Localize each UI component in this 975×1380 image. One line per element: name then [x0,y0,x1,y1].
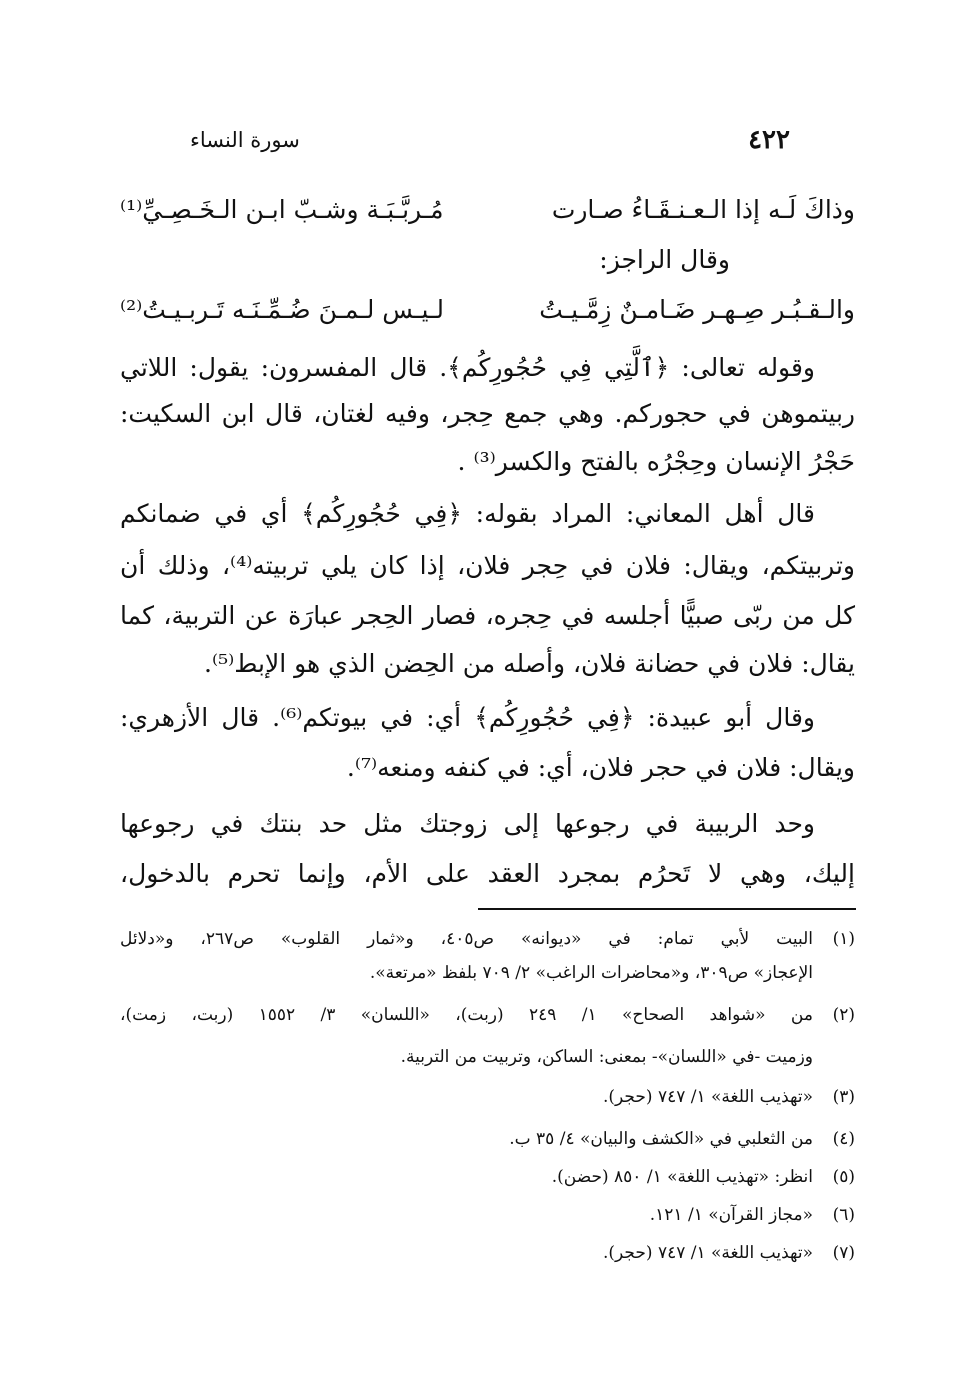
footnote-number: (٢) [832,1005,855,1025]
poetry-verse-1 [120,182,855,238]
footnote-text: من «شواهد الصحاح» ١/ ٢٤٩ (ربت)، «اللسان» ٣/ ١٥٥٢ (ربت، زمت)، [120,1005,813,1025]
body-line: إليك، وهي لا تَحرُم بمجرد العقد على الأم، وإنما تحرم بالدخول، [120,859,855,888]
body-line [120,796,855,852]
footnote-text: «تهذيب اللغة» ١/ ٧٤٧ (حجر). [603,1243,813,1263]
footnote-text: «مجاز القرآن» ١/ ١٢١. [649,1205,813,1225]
footnote-number: (٤) [832,1129,855,1149]
body-line: ويقال: فلان في حجر فلان، أي: في كنفه ومنعه⁽⁷⁾. [346,753,855,782]
verse-2-first-hemistich: والـقـبُـر صِـهـر ضَـامـنٌ زِمَّـيـتُ [539,295,855,324]
verse-1-first-hemistich: وذاكَ لَـه إذا الـعـنـقَـاءُ صـارت [551,195,855,224]
footnote-text: الإعجاز» ص٣٠٩، و«محاضرات الراغب» ٢/ ٧٠٩ بلفظ «مرتعة». [369,963,813,983]
body-line: ربيتموهن في حجوركم. وهي جمع حِجر، وفيه لغتان، قال ابن السكيت: [120,399,855,428]
footnote-text: البيت لأبي تمام: في «ديوانه» ص٤٠٥، و«ثمار القلوب» ص٢٦٧، و«دلائل [120,929,813,949]
footnote-text: «تهذيب اللغة» ١/ ٧٤٧ (حجر). [603,1087,813,1107]
footnote-text: وزميت -في «اللسان»- بمعنى: الساكن، وتربيت من التربية. [400,1047,813,1067]
body-line: يقال: فلان في حضانة فلان، وأصله من الحِضن الذي هو الإبط⁽⁵⁾. [204,649,855,678]
raajiz-intro [599,232,795,288]
body-line [120,690,855,746]
page-number: ٤٢٢ [748,125,790,155]
body-line: حَجْرُ الإنسان وحِجْرُه بالفتح والكسر⁽³⁾ . [457,447,855,476]
verse-1-second-hemistich: مُـربَّـبَـة وشـبّ ابـن الـخَـصِـيِّ⁽¹⁾ [120,195,444,224]
footnote-number: (٣) [832,1087,855,1107]
body-line-text: وحد الربيبة في رجوعها إلى زوجتك مثل حد بنتك في رجوعها [120,809,815,838]
footnote-number: (٥) [832,1167,855,1187]
body-line-text: قال أهل المعاني: المراد بقوله: ﴿فِي حُجُورِكُم﴾ أي في ضمانكم [120,499,815,528]
body-line-text: وقال أبو عبيدة: ﴿فِي حُجُورِكُم﴾ أي: في بيوتكم⁽⁶⁾. قال الأزهري: [120,703,815,732]
body-line-text: وقوله تعالى: ﴿ٱلَّتِي فِي حُجُورِكُم﴾. قال المفسرون: يقول: اللاتي [120,353,815,382]
surah-title: سورة النساء [190,128,300,152]
body-line [120,486,855,542]
footnote-number: (٦) [832,1205,855,1225]
footnote-number: (٧) [832,1243,855,1263]
footnote-text: من الثعلبي في «الكشف والبيان» ٤/ ٣٥ ب. [509,1129,813,1149]
poetry-verse-2 [120,282,855,338]
body-line: كل من ربّى صبيًّا أجلسه في حِجره، فصار الحِجر عبارَة عن التربية، كما [120,601,855,630]
footnote-text: انظر: «تهذيب اللغة» ١/ ٨٥٠ (حضن). [551,1167,813,1187]
body-line: وتربيتكم، ويقال: فلان في حِجر فلان، إذا كان يلي تربيته⁽⁴⁾، وذلك أن [120,551,855,580]
footnote-divider [478,908,856,910]
footnote-number: (١) [832,929,855,949]
verse-2-second-hemistich: لـيـس لـمـنَ ضُـمِّـنَـه تَـربـيـتُ⁽²⁾ [120,295,444,324]
raajiz-intro-text: وقال الراجز: [599,245,730,274]
page-header [190,118,790,162]
